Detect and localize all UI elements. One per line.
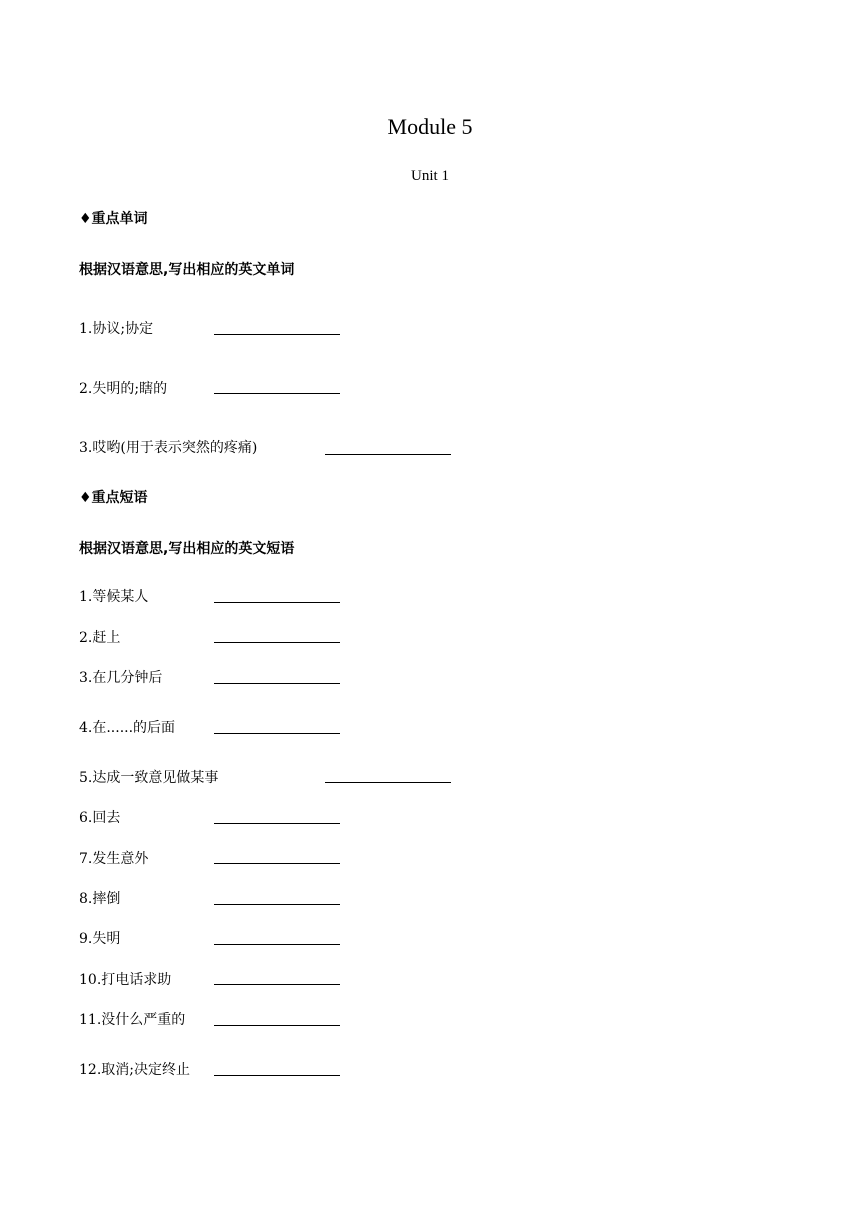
- word-item-1: 1.协议;协定: [79, 321, 154, 337]
- unit-title: Unit 1: [411, 168, 449, 184]
- phrase-answer-blank-10[interactable]: [214, 984, 340, 985]
- word-answer-blank-3[interactable]: [325, 454, 451, 455]
- phrase-answer-blank-7[interactable]: [214, 863, 340, 864]
- phrases-section-heading: ♦重点短语: [79, 490, 148, 506]
- words-section-heading: ♦重点单词: [79, 211, 148, 227]
- phrase-item-6: 6.回去: [79, 810, 121, 826]
- phrase-item-9: 9.失明: [79, 931, 121, 947]
- phrase-item-7: 7.发生意外: [79, 851, 149, 867]
- phrase-answer-blank-11[interactable]: [214, 1025, 340, 1026]
- phrase-answer-blank-4[interactable]: [214, 733, 340, 734]
- module-title: Module 5: [387, 114, 473, 139]
- word-answer-blank-2[interactable]: [214, 393, 340, 394]
- word-item-2: 2.失明的;瞎的: [79, 381, 168, 397]
- phrase-answer-blank-5[interactable]: [325, 782, 451, 783]
- phrase-answer-blank-12[interactable]: [214, 1075, 340, 1076]
- phrase-item-5: 5.达成一致意见做某事: [79, 770, 219, 786]
- phrase-answer-blank-2[interactable]: [214, 642, 340, 643]
- phrase-answer-blank-6[interactable]: [214, 823, 340, 824]
- phrase-item-12: 12.取消;决定终止: [79, 1062, 190, 1078]
- phrases-instruction: 根据汉语意思,写出相应的英文短语: [79, 541, 295, 557]
- phrase-item-2: 2.赶上: [79, 630, 121, 646]
- phrase-answer-blank-3[interactable]: [214, 683, 340, 684]
- words-instruction: 根据汉语意思,写出相应的英文单词: [79, 262, 295, 278]
- word-answer-blank-1[interactable]: [214, 334, 340, 335]
- phrase-item-1: 1.等候某人: [79, 589, 149, 605]
- phrase-item-10: 10.打电话求助: [79, 972, 172, 988]
- phrase-item-11: 11.没什么严重的: [79, 1012, 186, 1028]
- phrase-answer-blank-9[interactable]: [214, 944, 340, 945]
- phrase-item-3: 3.在几分钟后: [79, 670, 163, 686]
- phrase-answer-blank-8[interactable]: [214, 904, 340, 905]
- word-item-3: 3.哎哟(用于表示突然的疼痛): [79, 440, 258, 456]
- phrase-answer-blank-1[interactable]: [214, 602, 340, 603]
- phrase-item-4: 4.在......的后面: [79, 720, 176, 736]
- phrase-item-8: 8.摔倒: [79, 891, 121, 907]
